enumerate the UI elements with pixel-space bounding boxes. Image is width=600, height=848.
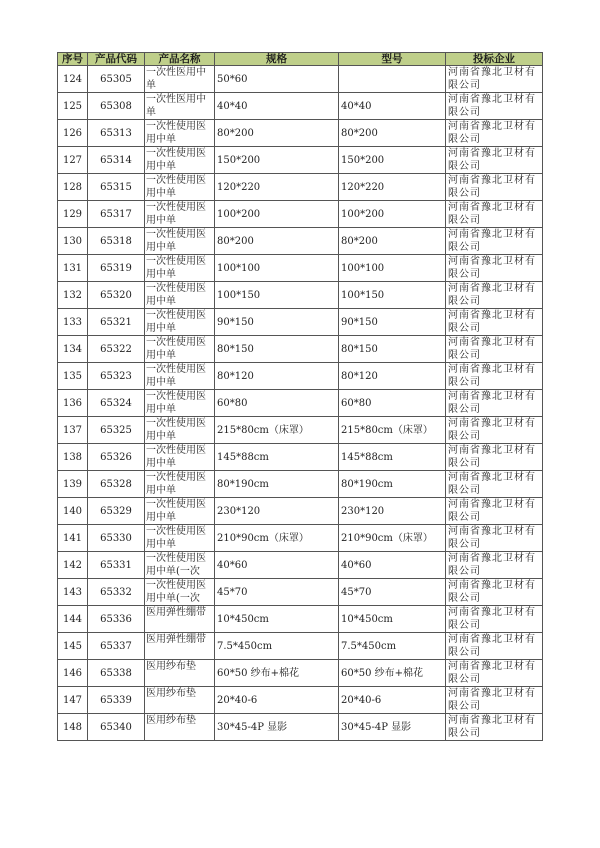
cell-code: 65314 — [88, 147, 145, 174]
cell-name-text: 一次性使用医用中单 — [146, 310, 206, 334]
cell-name-text: 一次性使用医用中单 — [146, 445, 206, 469]
table-row — [58, 390, 543, 417]
cell-name-text: 一次性使用医用中单 — [146, 283, 206, 307]
cell-code: 65324 — [88, 390, 145, 417]
cell-model — [339, 66, 446, 93]
cell-model: 40*60 — [339, 552, 446, 579]
cell-code: 65305 — [88, 66, 145, 93]
cell-company — [446, 93, 543, 120]
cell-model: 60*50 纱布+棉花 — [339, 660, 446, 687]
cell-company-text: 河南省豫北卫材有限公司 — [448, 121, 536, 145]
cell-code: 65325 — [88, 417, 145, 444]
cell-model: 120*220 — [339, 174, 446, 201]
cell-name — [145, 390, 215, 417]
cell-company — [446, 714, 543, 741]
table-row — [58, 66, 543, 93]
cell-name — [145, 255, 215, 282]
cell-serial: 129 — [58, 201, 88, 228]
cell-code: 65330 — [88, 525, 145, 552]
header-serial: 序号 — [58, 53, 88, 66]
cell-company — [446, 471, 543, 498]
cell-company-text: 河南省豫北卫材有限公司 — [448, 67, 536, 91]
cell-name — [145, 147, 215, 174]
cell-code: 65326 — [88, 444, 145, 471]
cell-company — [446, 687, 543, 714]
table-row — [58, 606, 543, 633]
table-row — [58, 255, 543, 282]
cell-spec: 80*150 — [215, 336, 339, 363]
cell-serial: 132 — [58, 282, 88, 309]
cell-code: 65322 — [88, 336, 145, 363]
cell-name-text: 一次性使用医用中单 — [146, 148, 206, 172]
cell-name-text: 一次性使用医用中单 — [146, 202, 206, 226]
cell-company — [446, 201, 543, 228]
cell-name — [145, 336, 215, 363]
cell-company — [446, 579, 543, 606]
cell-name-text: 一次性使用医用中单 — [146, 256, 206, 280]
cell-company — [446, 606, 543, 633]
header-code: 产品代码 — [88, 53, 145, 66]
cell-name — [145, 606, 215, 633]
cell-company — [446, 336, 543, 363]
cell-company-text: 河南省豫北卫材有限公司 — [448, 526, 536, 550]
cell-spec: 10*450cm — [215, 606, 339, 633]
cell-name — [145, 552, 215, 579]
cell-company-text: 河南省豫北卫材有限公司 — [448, 175, 536, 199]
cell-company — [446, 309, 543, 336]
cell-company-text: 河南省豫北卫材有限公司 — [448, 337, 536, 361]
cell-name-text: 一次性使用医用中单 — [146, 391, 206, 415]
table-row — [58, 336, 543, 363]
cell-model: 80*200 — [339, 228, 446, 255]
cell-name-text: 一次性使用医用中单 — [146, 337, 206, 361]
cell-name-text: 一次性使用医用中单 — [146, 121, 206, 145]
table-row — [58, 660, 543, 687]
cell-name — [145, 417, 215, 444]
cell-spec: 230*120 — [215, 498, 339, 525]
cell-spec: 30*45-4P 显影 — [215, 714, 339, 741]
cell-company-text: 河南省豫北卫材有限公司 — [448, 715, 536, 739]
cell-name — [145, 93, 215, 120]
cell-serial: 141 — [58, 525, 88, 552]
cell-company — [446, 147, 543, 174]
cell-name-text: 一次性医用中单 — [146, 94, 206, 118]
cell-model: 100*150 — [339, 282, 446, 309]
cell-spec: 100*200 — [215, 201, 339, 228]
cell-code: 65340 — [88, 714, 145, 741]
cell-code: 65328 — [88, 471, 145, 498]
cell-company-text: 河南省豫北卫材有限公司 — [448, 256, 536, 280]
table-row — [58, 174, 543, 201]
cell-serial: 134 — [58, 336, 88, 363]
cell-name-text: 一次性使用医用中单 — [146, 472, 206, 496]
cell-model: 45*70 — [339, 579, 446, 606]
cell-spec: 100*100 — [215, 255, 339, 282]
cell-code: 65313 — [88, 120, 145, 147]
cell-company-text: 河南省豫北卫材有限公司 — [448, 661, 536, 685]
cell-model: 210*90cm（床罩） — [339, 525, 446, 552]
cell-name — [145, 687, 215, 714]
cell-name — [145, 579, 215, 606]
cell-spec: 210*90cm（床罩） — [215, 525, 339, 552]
cell-name-text: 医用弹性绷带 — [146, 634, 206, 645]
cell-name — [145, 714, 215, 741]
header-name: 产品名称 — [145, 53, 215, 66]
cell-spec: 7.5*450cm — [215, 633, 339, 660]
cell-model: 215*80cm（床罩） — [339, 417, 446, 444]
cell-spec: 80*120 — [215, 363, 339, 390]
cell-serial: 133 — [58, 309, 88, 336]
cell-code: 65332 — [88, 579, 145, 606]
cell-name — [145, 66, 215, 93]
cell-spec: 60*50 纱布+棉花 — [215, 660, 339, 687]
cell-company-text: 河南省豫北卫材有限公司 — [448, 499, 536, 523]
cell-company-text: 河南省豫北卫材有限公司 — [448, 445, 536, 469]
cell-name — [145, 120, 215, 147]
cell-name — [145, 174, 215, 201]
table-row — [58, 633, 543, 660]
cell-company — [446, 66, 543, 93]
cell-name — [145, 498, 215, 525]
table-row — [58, 228, 543, 255]
table-row — [58, 579, 543, 606]
cell-model: 230*120 — [339, 498, 446, 525]
cell-company-text: 河南省豫北卫材有限公司 — [448, 364, 536, 388]
cell-code: 65319 — [88, 255, 145, 282]
cell-spec: 90*150 — [215, 309, 339, 336]
cell-name-text: 一次性使用医用中单(一次 — [146, 553, 206, 577]
table-body — [58, 66, 543, 741]
cell-name — [145, 228, 215, 255]
cell-serial: 142 — [58, 552, 88, 579]
header-company: 投标企业 — [446, 53, 543, 66]
cell-company — [446, 390, 543, 417]
cell-serial: 124 — [58, 66, 88, 93]
cell-model: 20*40-6 — [339, 687, 446, 714]
cell-name-text: 医用弹性绷带 — [146, 607, 206, 618]
table-row — [58, 714, 543, 741]
table-row — [58, 687, 543, 714]
cell-company — [446, 363, 543, 390]
cell-model: 80*190cm — [339, 471, 446, 498]
cell-company-text: 河南省豫北卫材有限公司 — [448, 148, 536, 172]
header-spec: 规格 — [215, 53, 339, 66]
cell-company-text: 河南省豫北卫材有限公司 — [448, 310, 536, 334]
cell-name-text: 一次性使用医用中单 — [146, 175, 206, 199]
cell-spec: 50*60 — [215, 66, 339, 93]
cell-company-text: 河南省豫北卫材有限公司 — [448, 634, 536, 658]
cell-code: 65337 — [88, 633, 145, 660]
product-table — [57, 52, 543, 741]
cell-serial: 148 — [58, 714, 88, 741]
cell-code: 65318 — [88, 228, 145, 255]
cell-company-text: 河南省豫北卫材有限公司 — [448, 472, 536, 496]
cell-serial: 135 — [58, 363, 88, 390]
cell-model: 90*150 — [339, 309, 446, 336]
cell-spec: 80*200 — [215, 228, 339, 255]
cell-company — [446, 498, 543, 525]
cell-name-text: 医用纱布垫 — [146, 715, 196, 726]
cell-company — [446, 174, 543, 201]
cell-company — [446, 633, 543, 660]
cell-name — [145, 444, 215, 471]
cell-model: 30*45-4P 显影 — [339, 714, 446, 741]
cell-name — [145, 309, 215, 336]
cell-code: 65331 — [88, 552, 145, 579]
cell-company-text: 河南省豫北卫材有限公司 — [448, 229, 536, 253]
cell-model: 7.5*450cm — [339, 633, 446, 660]
cell-serial: 128 — [58, 174, 88, 201]
cell-spec: 150*200 — [215, 147, 339, 174]
cell-serial: 126 — [58, 120, 88, 147]
cell-name — [145, 282, 215, 309]
cell-model: 80*150 — [339, 336, 446, 363]
table-header-row — [58, 53, 543, 66]
cell-company — [446, 552, 543, 579]
table-row — [58, 552, 543, 579]
table-row — [58, 93, 543, 120]
cell-code: 65321 — [88, 309, 145, 336]
cell-name-text: 医用纱布垫 — [146, 688, 196, 699]
cell-company — [446, 417, 543, 444]
cell-spec: 60*80 — [215, 390, 339, 417]
cell-serial: 138 — [58, 444, 88, 471]
cell-serial: 131 — [58, 255, 88, 282]
cell-company-text: 河南省豫北卫材有限公司 — [448, 283, 536, 307]
cell-company-text: 河南省豫北卫材有限公司 — [448, 418, 536, 442]
cell-model: 80*200 — [339, 120, 446, 147]
cell-code: 65338 — [88, 660, 145, 687]
cell-company-text: 河南省豫北卫材有限公司 — [448, 607, 536, 631]
cell-code: 65336 — [88, 606, 145, 633]
table-row — [58, 363, 543, 390]
cell-spec: 120*220 — [215, 174, 339, 201]
table-row — [58, 525, 543, 552]
cell-code: 65317 — [88, 201, 145, 228]
cell-spec: 40*40 — [215, 93, 339, 120]
cell-spec: 20*40-6 — [215, 687, 339, 714]
cell-code: 65315 — [88, 174, 145, 201]
cell-name — [145, 633, 215, 660]
table-row — [58, 417, 543, 444]
cell-spec: 40*60 — [215, 552, 339, 579]
cell-company — [446, 228, 543, 255]
cell-model: 10*450cm — [339, 606, 446, 633]
cell-name-text: 一次性使用医用中单 — [146, 499, 206, 523]
cell-serial: 143 — [58, 579, 88, 606]
cell-spec: 145*88cm — [215, 444, 339, 471]
cell-model: 145*88cm — [339, 444, 446, 471]
cell-serial: 140 — [58, 498, 88, 525]
cell-company — [446, 660, 543, 687]
cell-code: 65323 — [88, 363, 145, 390]
table-row — [58, 471, 543, 498]
cell-spec: 100*150 — [215, 282, 339, 309]
cell-name-text: 一次性使用医用中单 — [146, 229, 206, 253]
cell-spec: 215*80cm（床罩） — [215, 417, 339, 444]
cell-name-text: 一次性使用医用中单 — [146, 364, 206, 388]
cell-spec: 80*190cm — [215, 471, 339, 498]
cell-code: 65339 — [88, 687, 145, 714]
cell-company-text: 河南省豫北卫材有限公司 — [448, 580, 536, 604]
cell-company — [446, 444, 543, 471]
cell-company-text: 河南省豫北卫材有限公司 — [448, 391, 536, 415]
cell-code: 65329 — [88, 498, 145, 525]
cell-serial: 137 — [58, 417, 88, 444]
cell-name — [145, 201, 215, 228]
cell-name — [145, 471, 215, 498]
table-row — [58, 201, 543, 228]
cell-model: 150*200 — [339, 147, 446, 174]
header-model: 型号 — [339, 53, 446, 66]
cell-name-text: 一次性医用中单 — [146, 67, 206, 91]
cell-serial: 144 — [58, 606, 88, 633]
cell-name-text: 一次性使用医用中单 — [146, 526, 206, 550]
cell-model: 80*120 — [339, 363, 446, 390]
cell-name — [145, 525, 215, 552]
table-row — [58, 147, 543, 174]
table-row — [58, 309, 543, 336]
cell-serial: 136 — [58, 390, 88, 417]
cell-company-text: 河南省豫北卫材有限公司 — [448, 202, 536, 226]
cell-serial: 146 — [58, 660, 88, 687]
cell-serial: 125 — [58, 93, 88, 120]
cell-serial: 127 — [58, 147, 88, 174]
cell-company-text: 河南省豫北卫材有限公司 — [448, 688, 536, 712]
cell-name — [145, 363, 215, 390]
cell-company-text: 河南省豫北卫材有限公司 — [448, 553, 536, 577]
cell-serial: 147 — [58, 687, 88, 714]
cell-spec: 80*200 — [215, 120, 339, 147]
cell-company-text: 河南省豫北卫材有限公司 — [448, 94, 536, 118]
cell-model: 100*100 — [339, 255, 446, 282]
cell-name — [145, 660, 215, 687]
cell-serial: 145 — [58, 633, 88, 660]
cell-spec: 45*70 — [215, 579, 339, 606]
table-row — [58, 498, 543, 525]
cell-name-text: 医用纱布垫 — [146, 661, 196, 672]
cell-serial: 139 — [58, 471, 88, 498]
table-row — [58, 120, 543, 147]
cell-model: 40*40 — [339, 93, 446, 120]
cell-code: 65320 — [88, 282, 145, 309]
cell-company — [446, 282, 543, 309]
cell-name-text: 一次性使用医用中单 — [146, 418, 206, 442]
table-row — [58, 282, 543, 309]
cell-model: 100*200 — [339, 201, 446, 228]
cell-serial: 130 — [58, 228, 88, 255]
cell-model: 60*80 — [339, 390, 446, 417]
cell-company — [446, 120, 543, 147]
cell-company — [446, 255, 543, 282]
cell-company — [446, 525, 543, 552]
table-row — [58, 444, 543, 471]
cell-code: 65308 — [88, 93, 145, 120]
cell-name-text: 一次性使用医用中单(一次 — [146, 580, 206, 604]
